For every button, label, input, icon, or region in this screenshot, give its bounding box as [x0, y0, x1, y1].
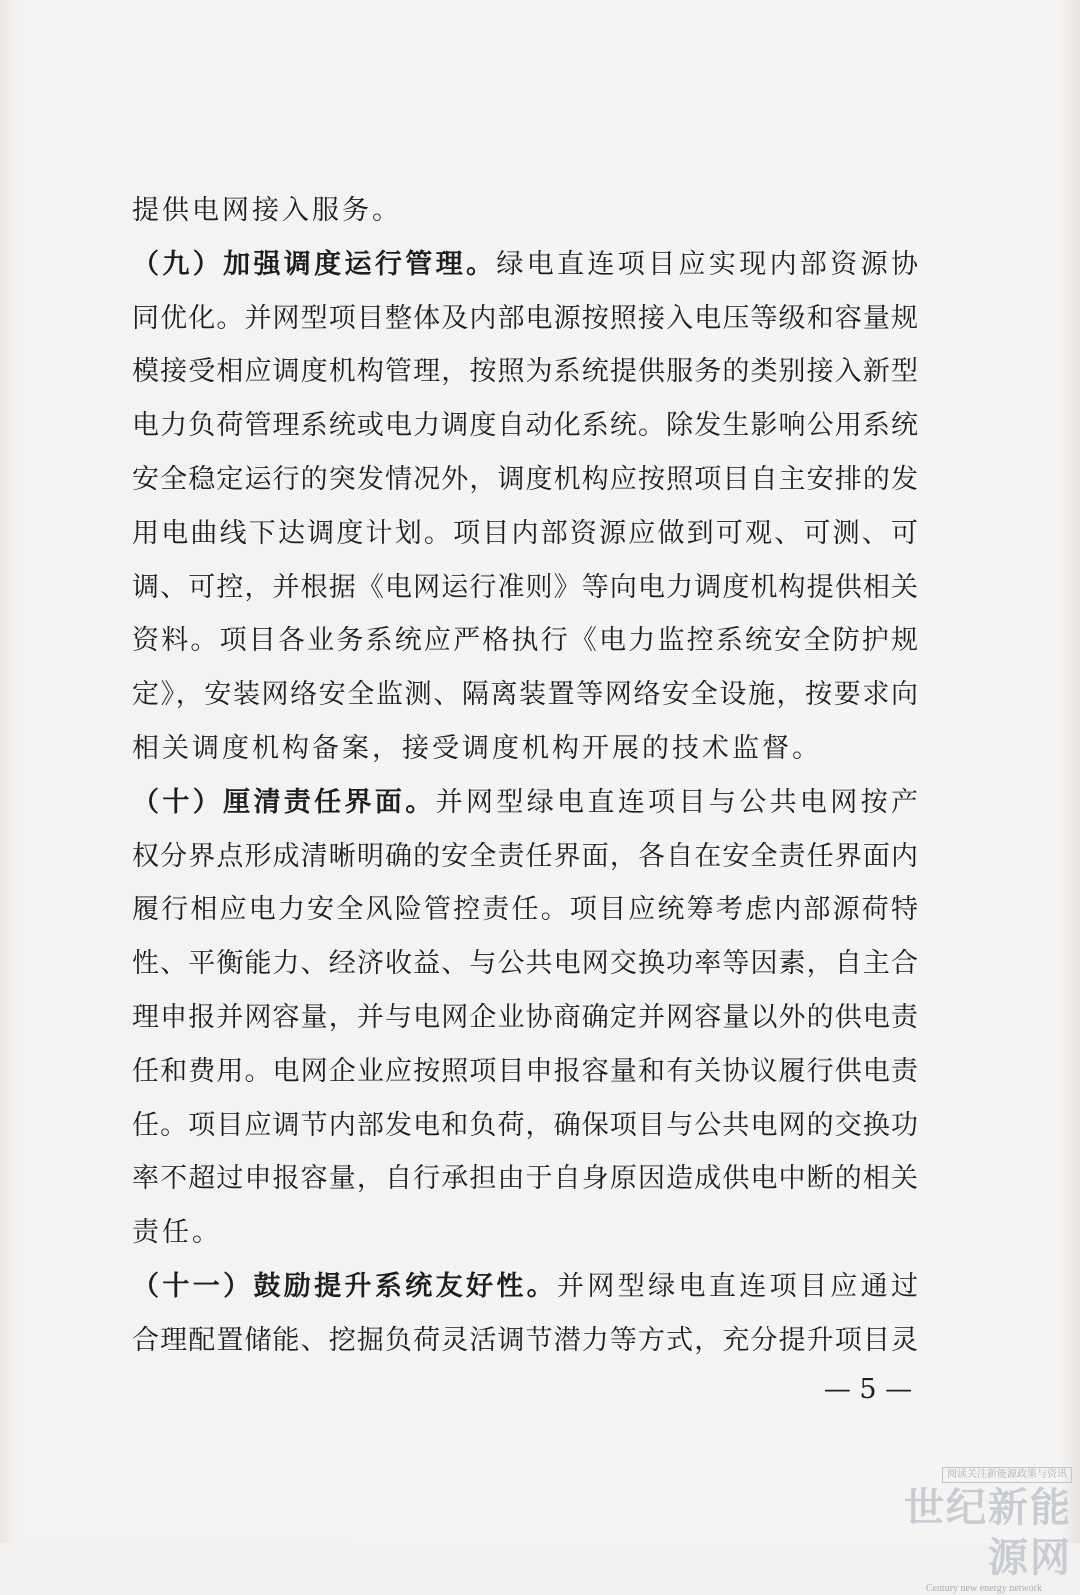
- body-text: [132, 184, 918, 1368]
- section-heading-10: （十）厘清责任界面。: [132, 786, 436, 818]
- text-line-14: 履行相应电力安全风险管控责任。项目应统筹考虑内部源荷特: [132, 894, 918, 926]
- text-line-1: 提供电网接入服务。: [132, 195, 402, 226]
- text-line-2: （九）加强调度运行管理。绿电直连项目应实现内部资源协: [132, 248, 918, 280]
- section-heading-9: （九）加强调度运行管理。: [132, 248, 497, 280]
- text-line-19: 率不超过申报容量，自行承担由于自身原因造成供电中断的相关: [132, 1163, 918, 1195]
- text-line-8: 调、可控，并根据《电网运行准则》等向电力调度机构提供相关: [132, 571, 918, 603]
- text-line-4: 模接受相应调度机构管理，按照为系统提供服务的类别接入新型: [132, 356, 918, 388]
- text-line-9: 资料。项目各业务系统应严格执行《电力监控系统安全防护规: [132, 625, 918, 657]
- watermark: [882, 1462, 1072, 1595]
- section-heading-11: （十一）鼓励提升系统友好性。: [132, 1270, 558, 1302]
- text-line-6: 安全稳定运行的突发情况外，调度机构应按照项目自主安排的发: [132, 463, 918, 495]
- text-line-22: 合理配置储能、挖掘负荷灵活调节潜力等方式，充分提升项目灵: [132, 1324, 918, 1356]
- text-line-5: 电力负荷管理系统或电力调度自动化系统。除发生影响公用系统: [132, 410, 918, 442]
- text-line-15: 性、平衡能力、经济收益、与公共电网交换功率等因素，自主合: [132, 948, 918, 980]
- text-line-13: 权分界点形成清晰明确的安全责任界面，各自在安全责任界面内: [132, 840, 918, 872]
- text-line-7: 用电曲线下达调度计划。项目内部资源应做到可观、可测、可: [132, 517, 918, 549]
- text-line-17: 任和费用。电网企业应按照项目申报容量和有关协议履行供电责: [132, 1055, 918, 1087]
- text-line-3: 同优化。并网型项目整体及内部电源按照接入电压等级和容量规: [132, 302, 918, 334]
- text-line-12: （十）厘清责任界面。并网型绿电直连项目与公共电网按产: [132, 786, 918, 818]
- text-line-21: （十一）鼓励提升系统友好性。并网型绿电直连项目应通过: [132, 1270, 918, 1302]
- text-line-20: 责任。: [132, 1217, 222, 1249]
- text-line-18: 任。项目应调节内部发电和负荷，确保项目与公共电网的交换功: [132, 1109, 918, 1141]
- page-number: — 5 —: [823, 1374, 913, 1405]
- watermark-subtitle: 阅读关注新能源政策与资讯: [942, 1467, 1072, 1483]
- text-line-10: 定》，安装网络安全监测、隔离装置等网络安全设施，按要求向: [132, 679, 918, 711]
- watermark-title: 世纪新能源网: [904, 1484, 1072, 1581]
- text-line-16: 理申报并网容量，并与电网企业协商确定并网容量以外的供电责: [132, 1001, 918, 1033]
- watermark-english: Century new energy network: [925, 1583, 1042, 1594]
- text-line-11: 相关调度机构备案，接受调度机构开展的技术监督。: [132, 732, 822, 764]
